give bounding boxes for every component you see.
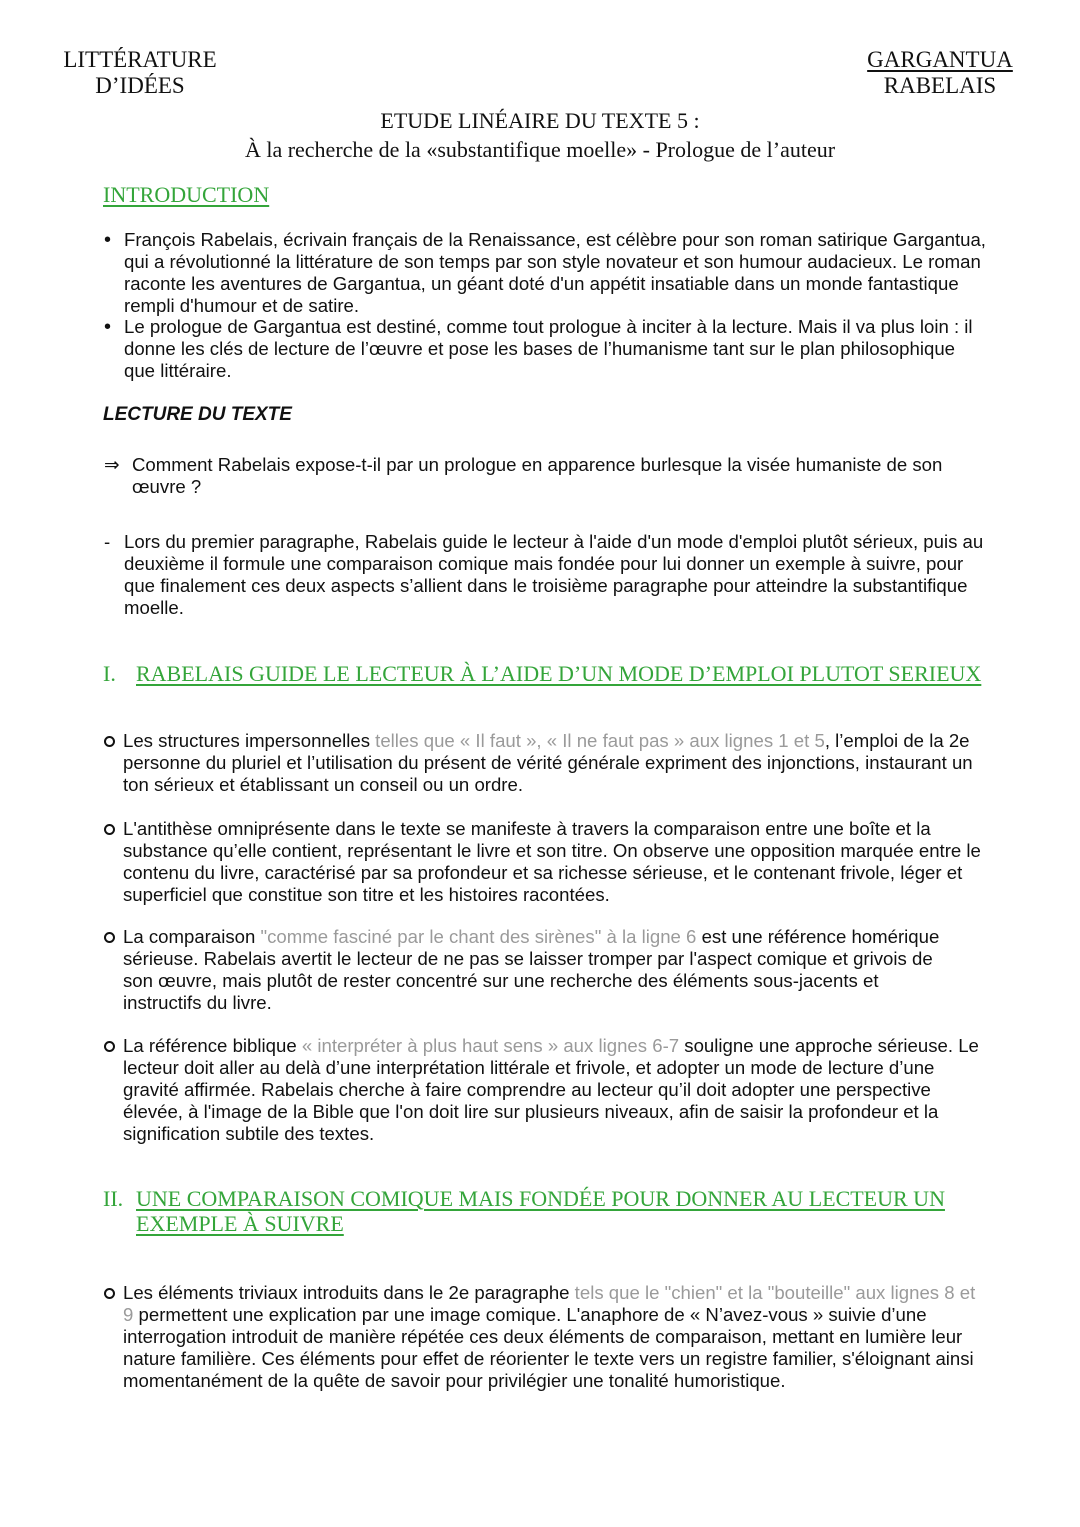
circle-bullet-icon xyxy=(104,932,115,943)
circle-bullet-icon xyxy=(104,736,115,747)
bullet-marker: • xyxy=(104,229,112,251)
quote: tels que le "chien" et la "bouteille" aux lignes 8 et 9 xyxy=(123,1282,976,1325)
work-label xyxy=(845,47,1035,99)
quote: « interpréter à plus haut sens » aux lignes 6-7 xyxy=(296,1035,680,1056)
problematique: Comment Rabelais expose-t-il par un prologue en apparence burlesque la visée humaniste de son œuvre ? xyxy=(132,454,943,497)
part1-point-2: L'antithèse omniprésente dans le texte se manifeste à travers la comparaison entre une boîte et la substance qu’elle contient, représentant le livre et son titre. On observe une opposition marquée entre le contenu du livre, caractérisé par sa profondeur et sa richesse sérieuse, et le contenant frivole, léger et superficiel que constitue son titre et les histoires racontées. xyxy=(123,818,981,905)
dash-marker: - xyxy=(104,531,111,552)
page-title xyxy=(0,106,1080,164)
lecture-heading: LECTURE DU TEXTE xyxy=(103,404,292,425)
work-title: GARGANTUA xyxy=(867,47,1013,72)
part1-point-3: La comparaison "comme fasciné par le chant des sirènes" à la ligne 6 est une référence homérique sérieuse. Rabelais avertit le lecteur de ne pas se laisser tromper par l'aspect comique et grivois de son œuvre, mais plutôt de rester concentré sur une recherche des éléments sous-jacents et instructifs du livre. xyxy=(123,926,940,1013)
bullet-marker: • xyxy=(104,316,112,338)
arrow-icon: ⇒ xyxy=(104,454,120,475)
circle-bullet-icon xyxy=(104,824,115,835)
intro-bullet-1: François Rabelais, écrivain français de la Renaissance, est célèbre pour son roman satirique Gargantua, qui a révolutionné la littérature de son temps par son style novateur et son humour audacieux. Le roman raconte les aventures de Gargantua, un géant doté d'un appétit insatiable dans un monde fantastique rempli d'humour et de satire. xyxy=(124,229,986,316)
work-author: RABELAIS xyxy=(883,73,997,98)
part1-number: I. xyxy=(103,661,116,686)
title-line-1: ETUDE LINÉAIRE DU TEXTE 5 : xyxy=(380,108,700,133)
subject-line-1: LITTÉRATURE xyxy=(63,47,217,72)
circle-bullet-icon xyxy=(104,1288,115,1299)
intro-bullet-2: Le prologue de Gargantua est destiné, comme tout prologue à inciter à la lecture. Mais il va plus loin : il donne les clés de lecture de l’œuvre et pose les bases de l’humanisme tant sur le plan philosophique que littéraire. xyxy=(124,316,973,381)
subject-line-2: D’IDÉES xyxy=(95,73,185,98)
part1-point-1: Les structures impersonnelles telles que « Il faut », « Il ne faut pas » aux lignes 1 et 5, l’emploi de la 2e personne du pluriel et l’utilisation du présent de vérité générale expriment des injonctions, instaurant un ton sérieux et établissant un conseil ou un ordre. xyxy=(123,730,973,795)
part2-title: UNE COMPARAISON COMIQUE MAIS FONDÉE POUR DONNER AU LECTEUR UN EXEMPLE À SUIVRE xyxy=(136,1186,945,1236)
quote: telles que « Il faut », « Il ne faut pas » aux lignes 1 et 5 xyxy=(370,730,825,751)
part1-title: RABELAIS GUIDE LE LECTEUR À L’AIDE D’UN MODE D’EMPLOI PLUTOT SERIEUX xyxy=(136,661,982,686)
quote: "comme fasciné par le chant des sirènes" à la ligne 6 xyxy=(255,926,697,947)
part1-point-4: La référence biblique « interpréter à plus haut sens » aux lignes 6-7 souligne une approche sérieuse. Le lecteur doit aller au delà d’une interprétation littérale et frivole, et adopter un mode de lecture d’une gravité affirmée. Rabelais cherche à faire comprendre au lecteur qu’il doit adopter une perspective élevée, à l'image de la Bible que l'on doit lire sur plusieurs niveaux, afin de saisir la profondeur et la signification subtile des textes. xyxy=(123,1035,979,1144)
part2-point-1: Les éléments triviaux introduits dans le 2e paragraphe tels que le "chien" et la "bouteille" aux lignes 8 et 9 permettent une explication par une image comique. L'anaphore de « N’avez-vous » suivie d’une interrogation introduit de manière répétée ces deux éléments de comparaison, mettant en lumière leur nature familière. Ces éléments pour effet de réorienter le texte vers un registre familier, s'éloignant ainsi momentanément de la quête de savoir pour privilégier une tonalité humoristique. xyxy=(123,1282,976,1391)
subject-label xyxy=(40,47,240,99)
circle-bullet-icon xyxy=(104,1041,115,1052)
reading-plan: Lors du premier paragraphe, Rabelais guide le lecteur à l'aide d'un mode d'emploi plutôt sérieux, puis au deuxième il formule une comparaison comique mais fondée pour lui donner un exemple à suivre, pour que finalement ces deux aspects s’allient dans le troisième paragraphe pour atteindre la substantifique moelle. xyxy=(124,531,984,618)
introduction-heading: INTRODUCTION xyxy=(103,182,270,207)
title-line-2: À la recherche de la «substantifique moelle» - Prologue de l’auteur xyxy=(244,137,836,162)
part2-number: II. xyxy=(103,1186,124,1211)
